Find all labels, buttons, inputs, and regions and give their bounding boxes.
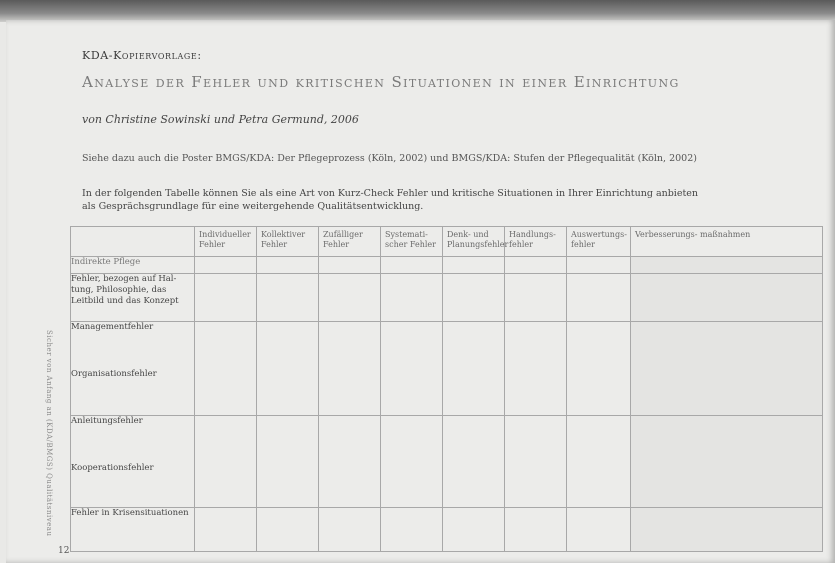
intro-line: In der folgenden Tabelle können Sie als eine Art von Kurz-Check Fehler und kritische Situationen in Ihrer Einrichtung anbieten — [82, 188, 699, 199]
table-cell[interactable] — [567, 508, 631, 552]
table-cell[interactable] — [195, 416, 257, 508]
table-header-row — [71, 227, 823, 257]
row-sub-label: Kooperationsfehler — [71, 463, 154, 473]
table-row — [71, 274, 823, 322]
table-cell[interactable] — [631, 322, 823, 416]
table-cell[interactable] — [505, 257, 567, 274]
header-cell: Individueller Fehler — [195, 227, 257, 257]
table-cell[interactable] — [505, 274, 567, 322]
scan-edge — [0, 0, 835, 22]
table-cell[interactable] — [257, 257, 319, 274]
table-cell[interactable] — [195, 322, 257, 416]
table-cell[interactable] — [631, 416, 823, 508]
table-cell[interactable] — [319, 508, 381, 552]
row-label — [71, 416, 195, 508]
table-row — [71, 416, 823, 508]
header-cell: Denk- und Planungsfehler — [443, 227, 505, 257]
section-label: Indirekte Pflege — [71, 257, 195, 274]
table-cell[interactable] — [443, 257, 505, 274]
table-cell[interactable] — [195, 508, 257, 552]
table-cell[interactable] — [381, 274, 443, 322]
table-cell[interactable] — [567, 274, 631, 322]
table-cell[interactable] — [505, 416, 567, 508]
table-cell[interactable] — [631, 508, 823, 552]
table-cell[interactable] — [319, 416, 381, 508]
table-row — [71, 508, 823, 552]
table-cell[interactable] — [319, 274, 381, 322]
intro-line: als Gesprächsgrundlage für eine weitergehende Qualitätsentwicklung. — [82, 201, 424, 212]
row-label: Fehler, bezogen auf Hal- tung, Philosophie, das Leitbild und das Konzept — [71, 274, 195, 322]
table-cell[interactable] — [381, 257, 443, 274]
header-cell-empty — [71, 227, 195, 257]
header-cell: Auswertungs- fehler — [567, 227, 631, 257]
row-label — [71, 322, 195, 416]
table-cell[interactable] — [195, 274, 257, 322]
document-title: Analyse der Fehler und kritischen Situationen in einer Einrichtung — [82, 73, 680, 91]
table-cell[interactable] — [631, 274, 823, 322]
table-cell[interactable] — [319, 322, 381, 416]
intro-paragraph — [82, 187, 699, 213]
table-cell[interactable] — [443, 322, 505, 416]
header-cell: Handlungs- fehler — [505, 227, 567, 257]
table-cell[interactable] — [443, 416, 505, 508]
reference-note: Siehe dazu auch die Poster BMGS/KDA: Der Pflegeprozess (Köln, 2002) und BMGS/KDA: Stufen der Pflegequalität (Köln, 2002) — [82, 153, 697, 164]
table-cell[interactable] — [257, 508, 319, 552]
document-authors: von Christine Sowinski und Petra Germund, 2006 — [82, 113, 359, 126]
table-row — [71, 322, 823, 416]
row-sub-label: Managementfehler — [71, 322, 154, 332]
row-label: Fehler in Krisensituationen — [71, 508, 195, 552]
table-cell[interactable] — [257, 322, 319, 416]
table-cell[interactable] — [257, 274, 319, 322]
table-cell[interactable] — [443, 508, 505, 552]
table-cell[interactable] — [567, 257, 631, 274]
table-cell[interactable] — [505, 508, 567, 552]
row-sub-label: Organisationsfehler — [71, 369, 157, 379]
table-cell[interactable] — [567, 322, 631, 416]
table-cell[interactable] — [631, 257, 823, 274]
table-cell[interactable] — [381, 416, 443, 508]
error-analysis-table — [70, 226, 823, 552]
table-cell[interactable] — [381, 508, 443, 552]
page-number: 12 — [58, 546, 70, 556]
table-cell[interactable] — [319, 257, 381, 274]
table-cell[interactable] — [257, 416, 319, 508]
table-cell[interactable] — [381, 322, 443, 416]
table-section-row — [71, 257, 823, 274]
header-cell: Zufälliger Fehler — [319, 227, 381, 257]
table-cell[interactable] — [567, 416, 631, 508]
table-cell[interactable] — [195, 257, 257, 274]
header-cell: Kollektiver Fehler — [257, 227, 319, 257]
side-margin-text: Sicher von Anfang an (KDA/BMGS) Qualitätsniveau — [45, 330, 53, 537]
header-cell: Verbesserungs- maßnahmen — [631, 227, 823, 257]
document-kicker: KDA-Kopiervorlage: — [82, 49, 202, 62]
header-cell: Systemati- scher Fehler — [381, 227, 443, 257]
table-cell[interactable] — [443, 274, 505, 322]
row-sub-label: Anleitungsfehler — [71, 416, 143, 426]
table-cell[interactable] — [505, 322, 567, 416]
